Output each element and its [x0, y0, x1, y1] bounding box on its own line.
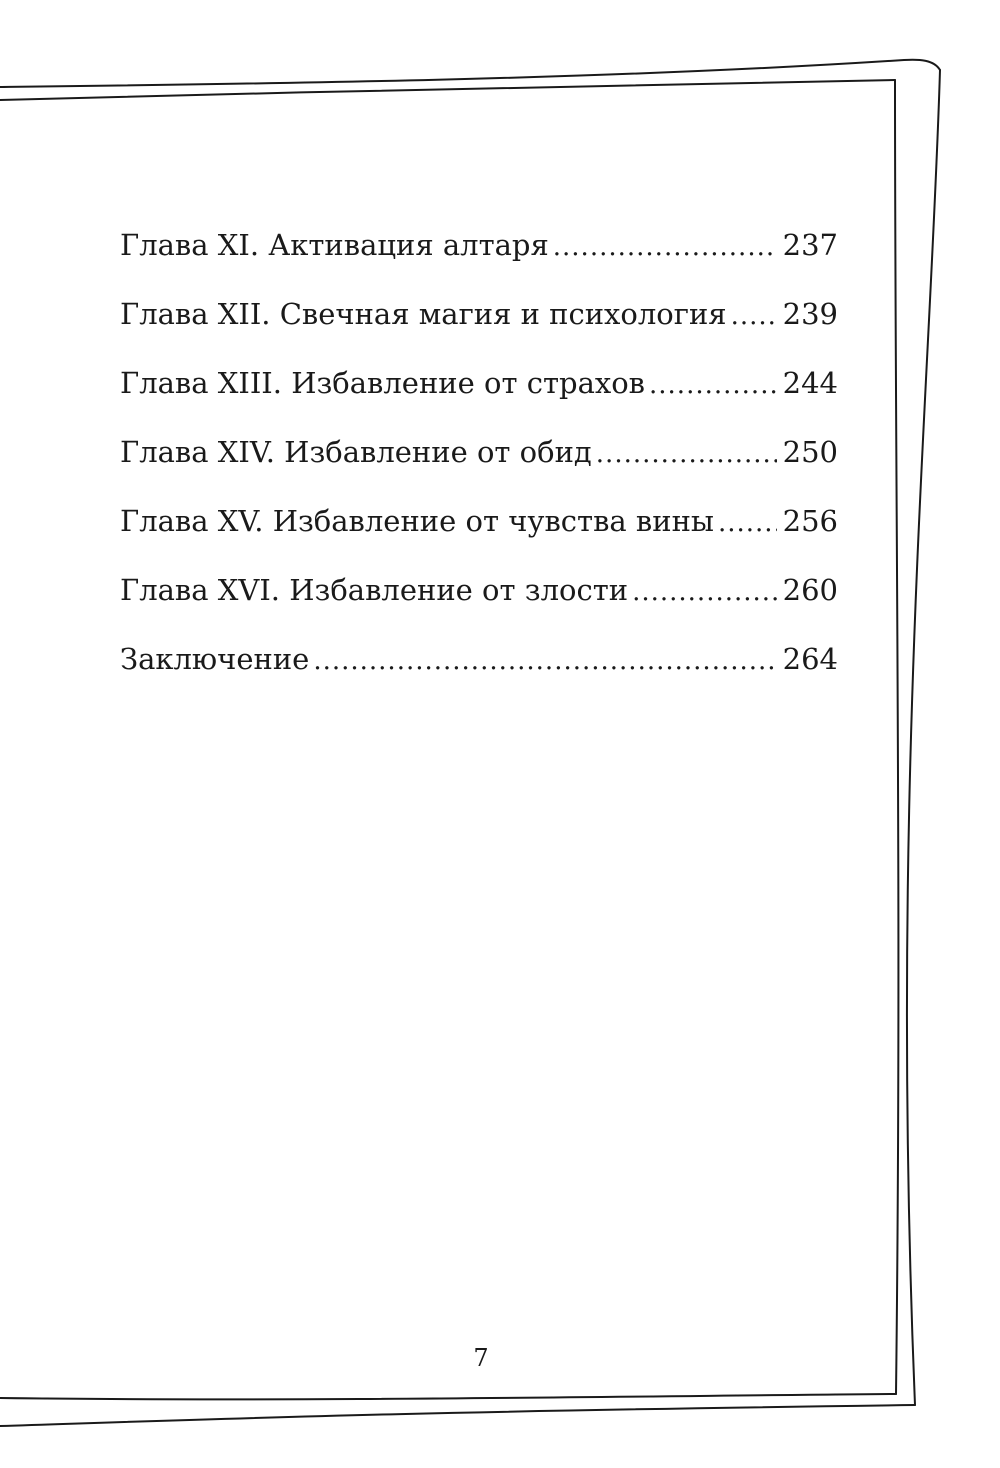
toc-dot-leader [731, 293, 777, 339]
toc-entry[interactable] [120, 222, 838, 291]
toc-entry-page: 239 [782, 297, 838, 331]
toc-dot-leader [596, 431, 777, 477]
toc-entry[interactable] [120, 567, 838, 636]
toc-entry-page: 256 [782, 504, 838, 538]
toc-entry-title: Глава XIII. Избавление от страхов [120, 366, 646, 400]
toc-dot-leader [649, 362, 777, 408]
toc-entry-page: 244 [782, 366, 838, 400]
toc-entry-title: Глава XIV. Избавление от обид [120, 435, 592, 469]
toc-entry[interactable] [120, 291, 838, 360]
table-of-contents [120, 222, 838, 705]
toc-entry[interactable] [120, 429, 838, 498]
toc-dot-leader [718, 500, 777, 546]
toc-entry-title: Заключение [120, 642, 310, 676]
toc-dot-leader [313, 638, 776, 684]
toc-entry[interactable] [120, 636, 838, 705]
toc-dot-leader [553, 224, 777, 270]
toc-entry-page: 260 [782, 573, 838, 607]
toc-entry-title: Глава XVI. Избавление от злости [120, 573, 629, 607]
toc-entry[interactable] [120, 498, 838, 567]
toc-entry-page: 264 [782, 642, 838, 676]
toc-entry-title: Глава XII. Свечная магия и психология [120, 297, 727, 331]
toc-dot-leader [632, 569, 777, 615]
page-number: 7 [473, 1344, 489, 1372]
toc-entry-title: Глава XI. Активация алтаря [120, 228, 549, 262]
toc-entry-title: Глава XV. Избавление от чувства вины [120, 504, 714, 538]
toc-entry-page: 237 [782, 228, 838, 262]
toc-entry[interactable] [120, 360, 838, 429]
toc-entry-page: 250 [782, 435, 838, 469]
